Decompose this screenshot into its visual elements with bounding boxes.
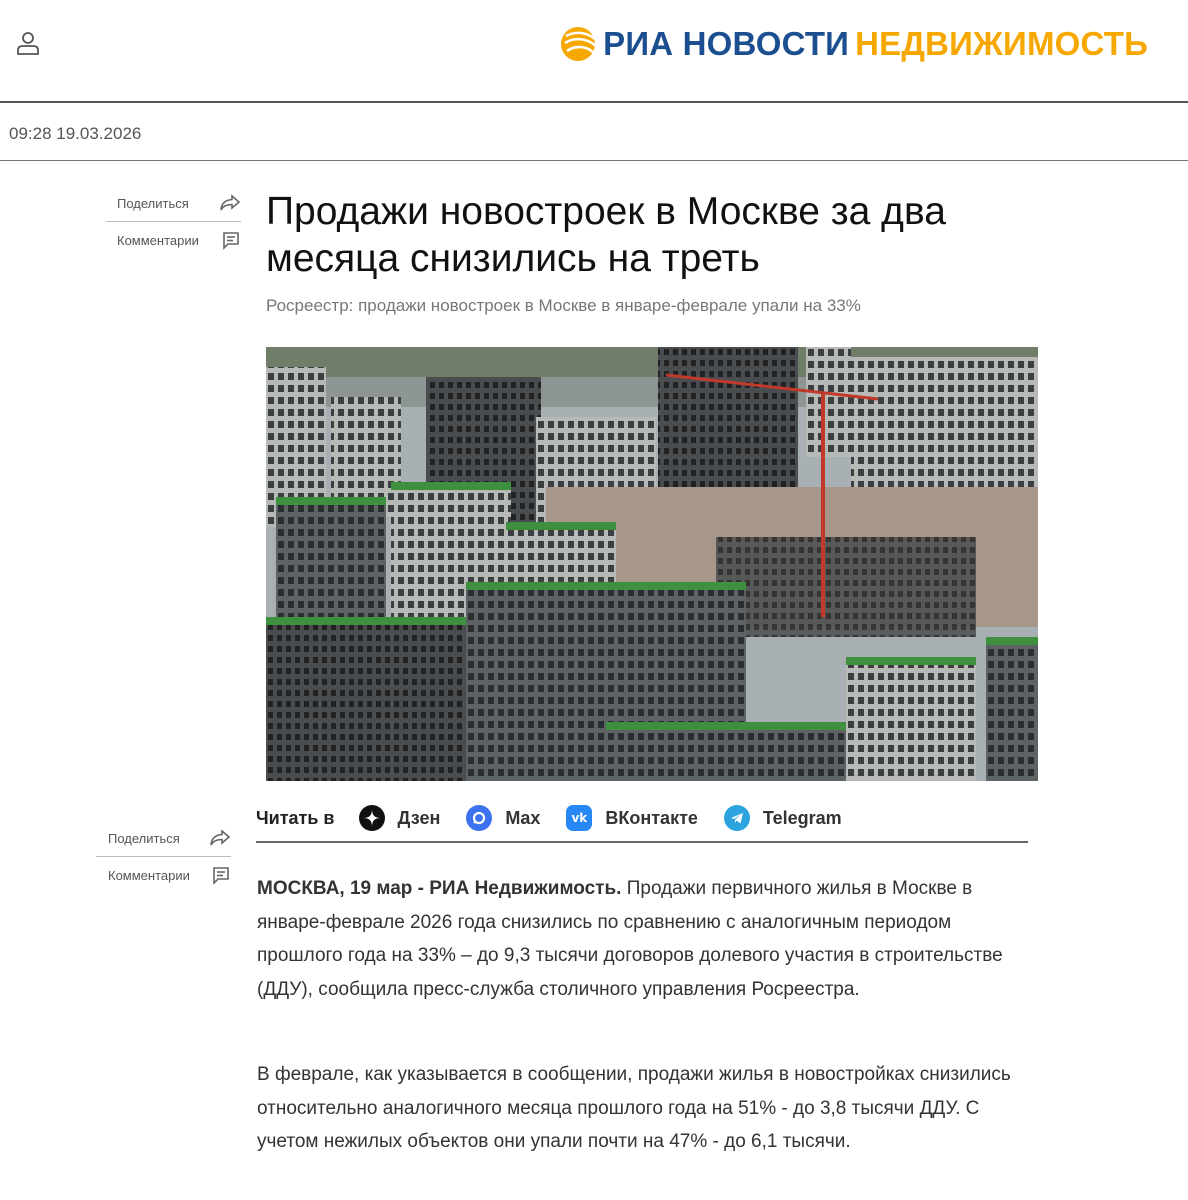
article-title: Продажи новостроек в Москве за два месяца снизились на треть bbox=[266, 190, 946, 280]
timestamp-divider bbox=[0, 160, 1188, 161]
telegram-icon bbox=[724, 805, 750, 831]
ria-logo-icon bbox=[559, 25, 597, 63]
publish-timestamp: 09:28 19.03.2026 bbox=[9, 124, 142, 143]
article-lead-text: Продажи первичного жилья в Москве в январе-феврале 2026 года снизились по сравнению с аналогичным периодом прошлого года на 33% – до 9,3 тысячи договоров долевого участия в строительстве (ДДУ), сообщила пресс-служба столичного управления Росреестра. bbox=[257, 878, 1003, 1000]
site-logo[interactable] bbox=[559, 24, 1148, 64]
photo-buildings-illustration bbox=[266, 347, 1038, 781]
dzen-label: Дзен bbox=[397, 807, 441, 828]
dzen-icon bbox=[359, 805, 385, 831]
read-in-label: Читать в bbox=[256, 807, 335, 828]
share-button[interactable] bbox=[106, 185, 241, 221]
side-actions-top bbox=[106, 185, 241, 258]
share-button-sticky[interactable] bbox=[96, 820, 231, 856]
vk-label: ВКонтакте bbox=[605, 807, 698, 828]
read-in-max-link[interactable] bbox=[466, 805, 540, 831]
read-in-telegram-link[interactable] bbox=[724, 805, 842, 831]
share-icon bbox=[209, 829, 231, 847]
read-in-vk-link[interactable] bbox=[566, 805, 698, 831]
share-label: Поделиться bbox=[117, 195, 189, 211]
article-subtitle: Росреестр: продажи новостроек в Москве в январе-феврале упали на 33% bbox=[266, 296, 861, 315]
telegram-label: Telegram bbox=[762, 807, 842, 828]
comment-icon bbox=[211, 865, 231, 885]
read-in-dzen-link[interactable] bbox=[359, 805, 441, 831]
vk-icon: vk bbox=[566, 805, 592, 831]
article-lead-paragraph bbox=[257, 872, 1037, 1006]
user-icon bbox=[14, 30, 42, 58]
comments-label-sticky: Комментарии bbox=[108, 867, 190, 883]
comments-button[interactable] bbox=[106, 222, 241, 258]
share-icon bbox=[219, 194, 241, 212]
read-in-divider bbox=[256, 841, 1028, 843]
article-dateline: МОСКВА, 19 мар - РИА Недвижимость. bbox=[257, 878, 622, 899]
comments-button-sticky[interactable] bbox=[96, 857, 231, 893]
article-photo bbox=[266, 347, 1038, 781]
logo-text-nedvizhimost: НЕДВИЖИМОСТЬ bbox=[855, 25, 1148, 62]
comments-label: Комментарии bbox=[117, 232, 199, 248]
read-in-bar bbox=[256, 800, 1028, 836]
logo-text-ria: РИА НОВОСТИ bbox=[603, 25, 850, 62]
header-divider bbox=[0, 101, 1188, 103]
share-label-sticky: Поделиться bbox=[108, 830, 180, 846]
user-profile-button[interactable] bbox=[14, 30, 42, 58]
article-paragraph-2: В феврале, как указывается в сообщении, продажи жилья в новостройках снизились относительно аналогичного месяца прошлого года на 51% - до 3,8 тысячи ДДУ. С учетом нежилых объектов они упали почти на 47% - до 6,1 тысячи. bbox=[257, 1064, 1011, 1152]
max-label: Max bbox=[505, 807, 541, 828]
comment-icon bbox=[221, 230, 241, 250]
max-icon bbox=[466, 805, 492, 831]
side-actions-sticky bbox=[96, 820, 231, 893]
